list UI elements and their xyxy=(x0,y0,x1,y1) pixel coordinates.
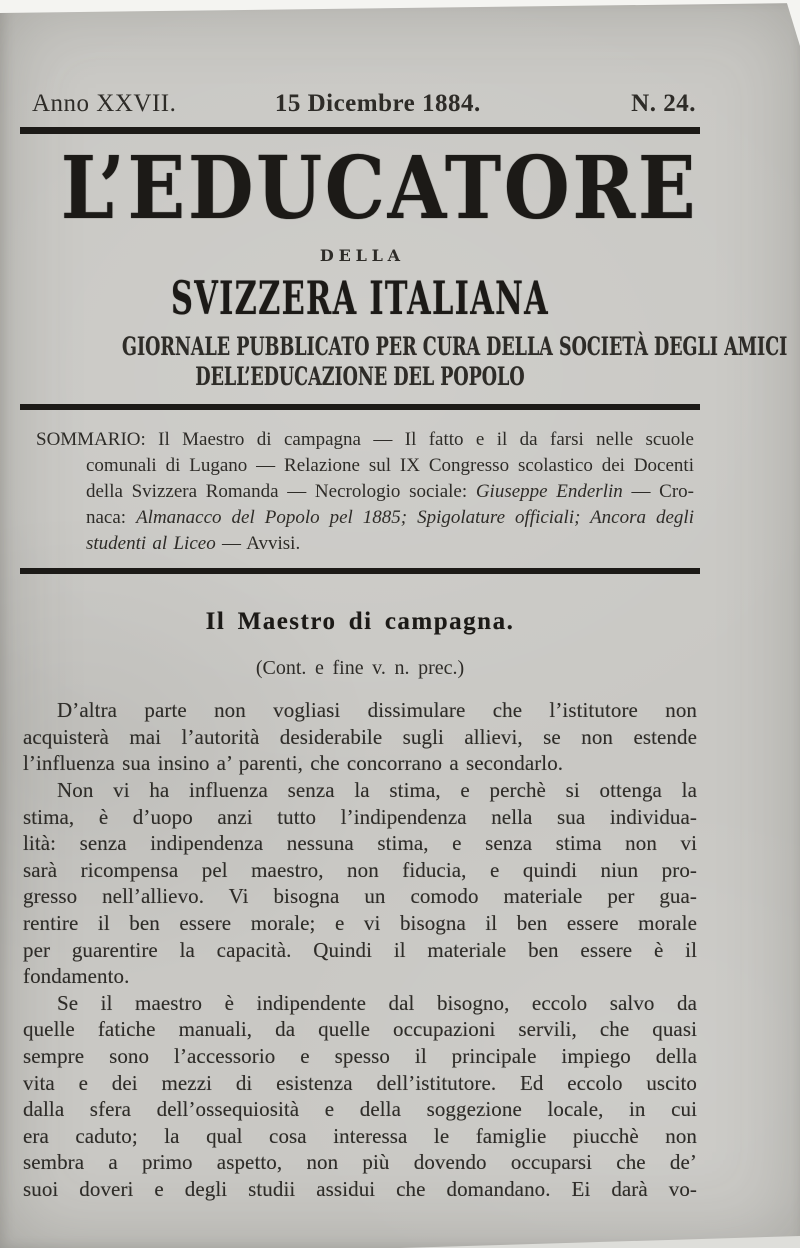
article-title: Il Maestro di campagna. xyxy=(205,608,515,636)
text-line: sarà ricompensa pel maestro, non fiducia, e quindi niun pro- xyxy=(23,857,697,882)
masthead-della: DELLA xyxy=(319,246,405,266)
text-line: studenti al Liceo — Avvisi. xyxy=(86,533,301,555)
text-line: l’influenza sua insino a’ parenti, che concorrano a secondarlo. xyxy=(23,751,564,776)
text-line: rentire il ben essere morale; e vi bisogna il ben essere morale xyxy=(23,911,697,936)
article-body xyxy=(23,697,697,1202)
text-line: sempre sono l’accessorio e spesso il principale impiego della xyxy=(23,1044,697,1069)
text-line: vita e dei mezzi di esistenza dell’istitutore. Ed eccolo uscito xyxy=(23,1070,697,1095)
publisher-line-2: DELL’EDUCAZIONE DEL POPOLO xyxy=(195,362,525,392)
issue-number: N. 24. xyxy=(631,90,696,117)
text-line: acquisterà mai l’autorità desiderabile sugli allievi, se non estende xyxy=(23,724,697,749)
double-rule-top xyxy=(20,404,700,410)
issue-year: Anno XXVII. xyxy=(32,90,177,117)
text-line: quelle fatiche manuali, da quelle occupazioni servili, che quasi xyxy=(23,1017,697,1042)
article-continuation-note: (Cont. e fine v. n. prec.) xyxy=(255,657,465,680)
text-line: lità: senza indipendenza nessuna stima, e senza stima non vi xyxy=(23,831,697,856)
text-line: Non vi ha influenza senza la stima, e perchè si ottenga la xyxy=(57,778,697,803)
scan-edge-top-right xyxy=(786,0,800,46)
text-line: dalla sfera dell’ossequiosità e della soggezione locale, in cui xyxy=(23,1097,697,1122)
text-line: suoi doveri e degli studii assidui che domandano. Ei darà vo- xyxy=(23,1176,697,1201)
text-line: fondamento. xyxy=(23,964,130,989)
masthead-region: SVIZZERA ITALIANA xyxy=(170,271,550,326)
paragraph xyxy=(23,697,697,777)
issue-date: 15 Dicembre 1884. xyxy=(274,90,481,117)
oxford-rule xyxy=(20,127,700,134)
text-line: D’altra parte non vogliasi dissimulare che l’istitutore non xyxy=(57,698,697,723)
sommario-block xyxy=(36,427,694,557)
double-rule-bottom xyxy=(20,568,700,574)
text-line: era caduto; la qual cosa interessa le famiglie piucchè non xyxy=(23,1123,697,1148)
text-line: per guarentire la capacità. Quindi il materiale ben essere è il xyxy=(23,937,697,962)
text-line: sembra a primo aspetto, non più dovendo occuparsi che de’ xyxy=(23,1150,697,1175)
page-content xyxy=(20,0,788,1203)
issue-header xyxy=(20,90,700,118)
text-line: Se il maestro è indipendente dal bisogno, eccolo salvo da xyxy=(57,990,697,1015)
paragraph xyxy=(23,777,697,990)
masthead-title: L’EDUCATORE xyxy=(60,138,699,239)
text-line: naca: Almanacco del Popolo pel 1885; Spigolature officiali; Ancora degli xyxy=(86,507,694,529)
text-line: gresso nell’allievo. Vi bisogna un comodo materiale per gua- xyxy=(23,884,697,909)
paragraph xyxy=(23,990,697,1203)
text-line: stima, è d’uopo anzi tutto l’indipendenza nella sua individua- xyxy=(23,804,697,829)
text-line: SOMMARIO: Il Maestro di campagna — Il fatto e il da farsi nelle scuole xyxy=(36,429,694,451)
text-line: della Svizzera Romanda — Necrologio sociale: Giuseppe Enderlin — Cro- xyxy=(86,481,694,503)
scan-edge-bottom xyxy=(400,1236,800,1248)
text-line: comunali di Lugano — Relazione sul IX Congresso scolastico dei Docenti xyxy=(86,455,694,477)
publisher-line-1: GIORNALE PUBBLICATO PER CURA DELLA SOCIETÀ DEGLI AMICI xyxy=(122,332,788,362)
